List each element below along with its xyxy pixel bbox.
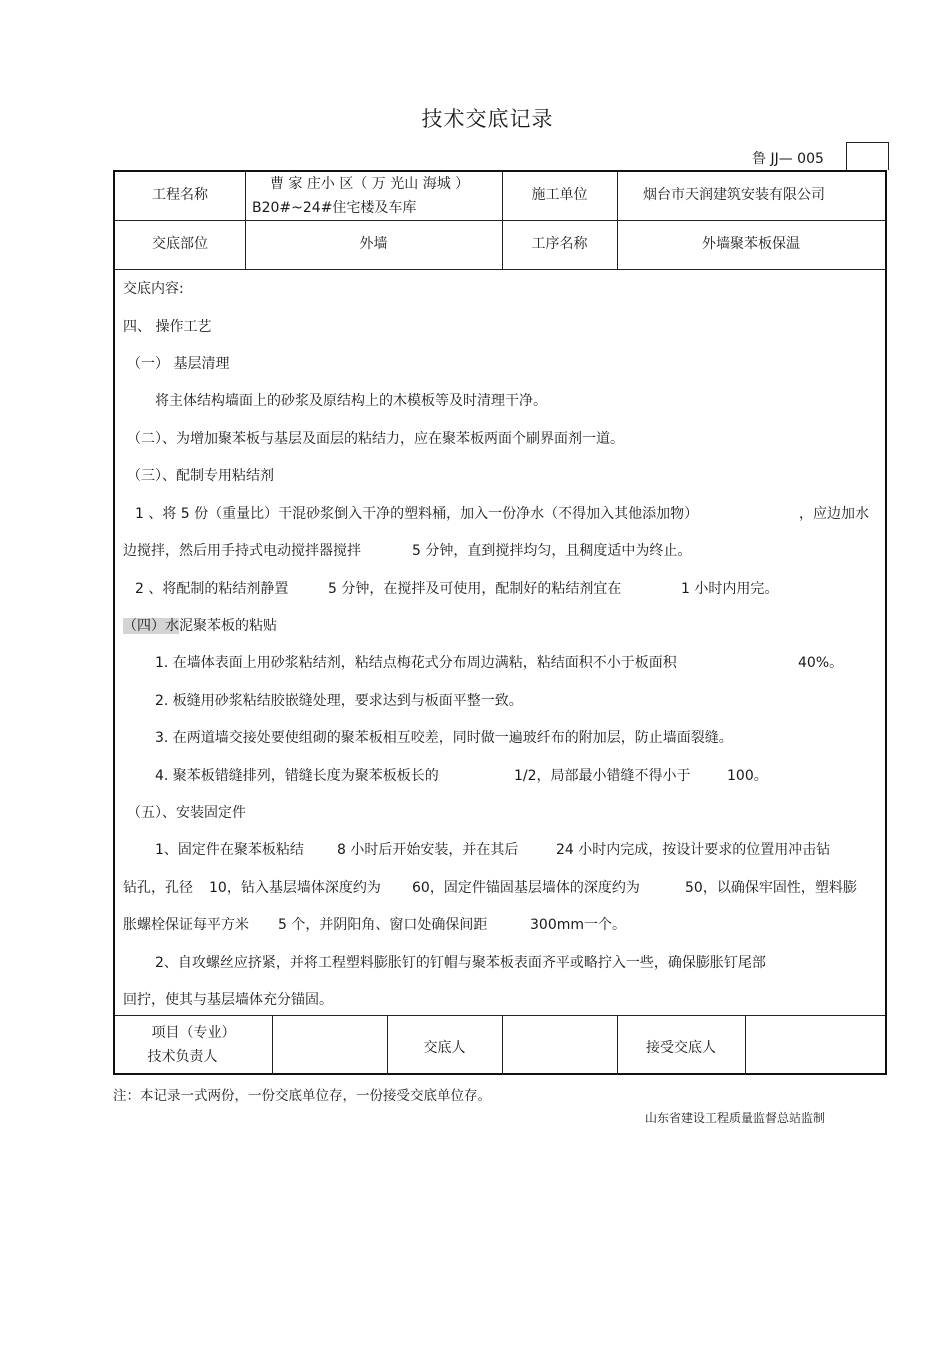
- list-item: 1/2，局部最小错缝不得小于: [514, 768, 691, 784]
- paragraph: 300mm一个。: [530, 917, 626, 933]
- paragraph: 2 、将配制的粘结剂静置: [135, 581, 289, 597]
- part-value: 外墙: [359, 236, 388, 252]
- subsection-title: （三）、配制专用粘结剂: [127, 468, 274, 484]
- row-divider: [115, 269, 885, 270]
- list-item: 3. 在两道墙交接处要使组砌的聚苯板相互咬差，同时做一遍玻纤布的附加层，防止墙面裂缝。: [155, 730, 733, 746]
- subsection-title-rest: 泥聚苯板的粘贴: [179, 618, 277, 634]
- subsection-title: [123, 615, 277, 635]
- footer-issuer: 山东省建设工程质量监督总站监制: [645, 1111, 826, 1125]
- paragraph: 胀螺栓保证每平方米: [123, 917, 249, 933]
- paragraph: 2、自攻螺丝应挤紧，并将工程塑料膨胀钉的钉帽与聚苯板表面齐平或略拧入一些，确保膨胀钉尾部: [155, 955, 766, 971]
- list-item: 40%。: [798, 655, 844, 671]
- process-value: 外墙聚苯板保温: [702, 236, 800, 252]
- paragraph: 回拧，使其与基层墙体充分锚固。: [123, 992, 333, 1008]
- paragraph: 钻孔，孔径: [123, 880, 193, 896]
- paragraph: 8 小时后开始安装，并在其后: [337, 842, 519, 858]
- paragraph: 5 分钟，在搅拌及可使用，配制好的粘结剂宜在: [328, 581, 622, 597]
- paragraph: 5 分钟，直到搅拌均匀，且稠度适中为终止。: [412, 543, 692, 559]
- tech-lead-label-line1: 项目（专业）: [151, 1025, 236, 1041]
- col-divider: [745, 1015, 746, 1075]
- project-name-line2: B20#~24#住宅楼及车库: [252, 200, 417, 216]
- paragraph: 5 个，并阴阳角、窗口处确保间距: [278, 917, 488, 933]
- part-label: 交底部位: [152, 236, 208, 252]
- list-item: 100。: [727, 768, 768, 784]
- paragraph: 60，固定件锚固基层墙体的深度约为: [412, 880, 640, 896]
- paragraph: 1 、将 5 份（重量比）干混砂浆倒入干净的塑料桶，加入一份净水（不得加入其他添加物）: [135, 506, 699, 522]
- paragraph: 10，钻入基层墙体深度约为: [209, 880, 381, 896]
- record-table: [113, 170, 887, 1075]
- project-name-label: 工程名称: [152, 187, 208, 203]
- contractor-value: 烟台市天润建筑安装有限公司: [643, 187, 825, 203]
- tech-lead-label-line2: 技术负责人: [147, 1049, 218, 1065]
- project-name-line1: 曹 家 庄小 区（ 万 光山 海城 ）: [270, 176, 470, 192]
- paragraph: 边搅拌，然后用手持式电动搅拌器搅拌: [123, 543, 361, 559]
- row-divider: [115, 220, 885, 221]
- list-item: 1. 在墙体表面上用砂浆粘结剂，粘结点梅花式分布周边满粘，粘结面积不小于板面积: [155, 655, 677, 671]
- paragraph: 1 小时内用完。: [681, 581, 779, 597]
- subsection-title: （一） 基层清理: [127, 356, 230, 372]
- col-divider: [272, 1015, 273, 1075]
- paragraph: 1、固定件在聚苯板粘结: [155, 842, 304, 858]
- highlighted-text: （四）水: [123, 618, 179, 634]
- list-item: 4. 聚苯板错缝排列，错缝长度为聚苯板板长的: [155, 768, 439, 784]
- section-heading: 四、 操作工艺: [123, 319, 212, 335]
- receiver-label: 接受交底人: [646, 1040, 716, 1056]
- note: 注：本记录一式两份，一份交底单位存，一份接受交底单位存。: [113, 1088, 491, 1104]
- list-item: 2. 板缝用砂浆粘结胶嵌缝处理，要求达到与板面平整一致。: [155, 693, 523, 709]
- content-heading: 交底内容:: [123, 281, 184, 297]
- form-code: 鲁 JJ— 005: [752, 151, 824, 167]
- paragraph: （二）、为增加聚苯板与基层及面层的粘结力，应在聚苯板两面个刷界面剂一道。: [127, 431, 624, 447]
- paragraph: 50，以确保牢固性，塑料膨: [685, 880, 857, 896]
- paragraph: 将主体结构墙面上的砂浆及原结构上的木模板等及时清理干净。: [155, 393, 547, 409]
- discloser-label: 交底人: [423, 1040, 466, 1056]
- col-divider: [502, 1015, 503, 1075]
- process-label: 工序名称: [531, 236, 588, 252]
- row-divider: [115, 1015, 885, 1016]
- form-code-box: [846, 142, 889, 170]
- subsection-title: （五）、安装固定件: [127, 805, 246, 821]
- paragraph: 24 小时内完成，按设计要求的位置用冲击钻: [556, 842, 831, 858]
- page-title: 技术交底记录: [421, 107, 554, 131]
- paragraph: ，应边加水: [799, 506, 869, 522]
- contractor-label: 施工单位: [531, 187, 588, 203]
